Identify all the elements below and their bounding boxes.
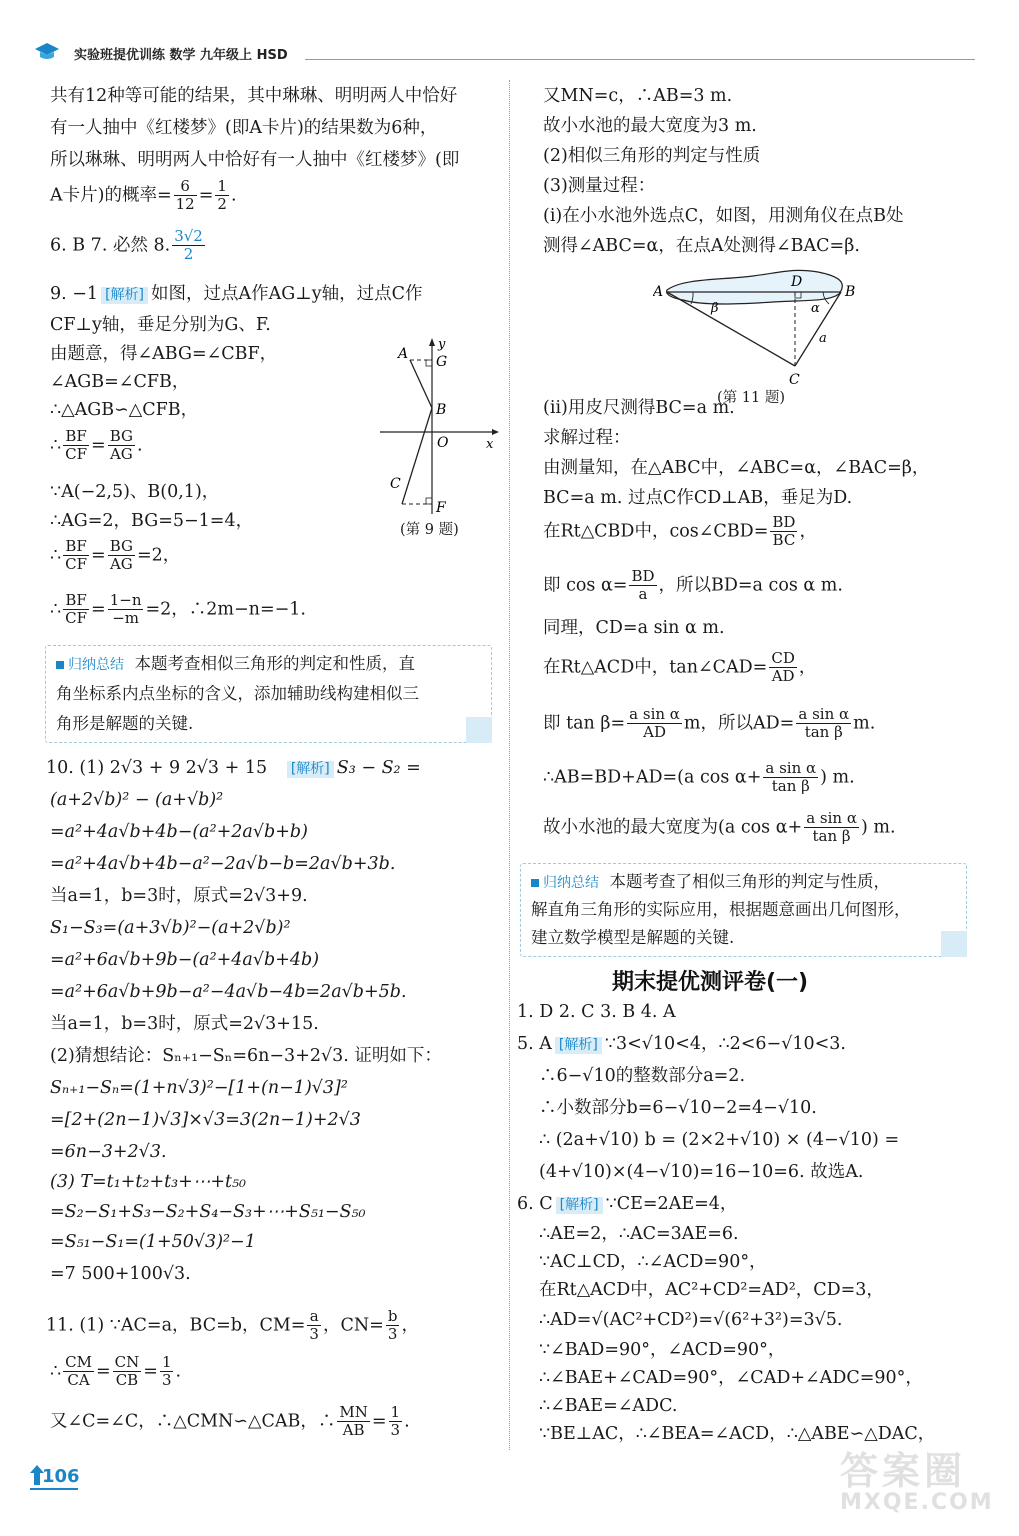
svg-text:x: x: [486, 437, 494, 452]
fraction: $\frac{1-n}{-m}$: [109, 591, 142, 628]
text-line: (ⅰ)在小水池外选点C，如图，用测角仪在点B处: [543, 206, 904, 226]
box-corner: [466, 717, 492, 743]
summary-text: 角坐标系内点坐标的含义，添加辅助线构建相似三: [56, 684, 419, 703]
text-line: 有一人抽中《红楼梦》(即A卡片)的结果数为6种，: [50, 118, 438, 138]
text-line: 当a=1，b=3时，原式=2√3+9.: [50, 886, 308, 906]
text-line: ∵BE⊥AC，∴∠BEA=∠ACD，∴△ABE∽△DAC，: [539, 1424, 936, 1444]
summary-box: [520, 863, 967, 957]
ratio-line: ∴ $\frac{BF}{CF}$ = $\frac{BG}{AG}$ .: [50, 427, 143, 464]
q10-line: 10. (1) 2√3 + 9 2√3 + 15 [解析] S₃ − S₂ =: [46, 758, 421, 778]
svg-text:F: F: [436, 500, 446, 516]
text-line: =S₅₁−S₁=(1+50√3)²−1: [50, 1232, 256, 1252]
text-line: ∴△AGB∽△CFB，: [50, 400, 199, 420]
fraction: $\frac{BF}{CF}$: [65, 427, 88, 464]
svg-text:A: A: [398, 346, 409, 362]
fraction: $\frac{\text{a sin α}}{AD}$: [629, 705, 680, 742]
svg-text:a: a: [819, 331, 827, 346]
text-line: (a+2√b)² − (a+√b)²: [50, 790, 224, 810]
summary-text: 解直角三角形的实际应用，根据题意画出几何图形，: [531, 900, 911, 919]
text-line: ∴AD=√(AC²+CD²)=√(6²+3²)=3√5.: [539, 1310, 843, 1330]
answers-1-4: 1. D 2. C 3. B 4. A: [517, 1002, 676, 1022]
text-line: ∴AG=2，BG=5−1=4，: [50, 511, 254, 531]
text-line: =7 500+100√3.: [50, 1264, 191, 1284]
svg-text:O: O: [437, 435, 449, 451]
column-divider: [509, 80, 510, 1450]
fraction: $\frac{CM}{CA}$: [65, 1353, 92, 1390]
summary-tag: 归纳总结: [68, 657, 124, 673]
text-line: BC=a m. 过点C作CD⊥AB，垂足为D.: [543, 488, 853, 508]
text-line: ∴∠BAE=∠ADC.: [539, 1396, 678, 1416]
text-line: 共有12种等可能的结果，其中琳琳、明明两人中恰好: [50, 86, 458, 106]
text-line: ∴小数部分b=6−√10−2=4−√10.: [539, 1098, 817, 1118]
svg-text:B: B: [845, 284, 856, 300]
analysis-tag: [解析]: [556, 1197, 603, 1214]
fraction: $\frac{1}{3}$: [161, 1353, 172, 1390]
text-line: =a²+4a√b+4b−a²−2a√b−b=2a√b+3b.: [50, 854, 396, 874]
pond-figure: [653, 266, 873, 386]
fraction: $\frac{1}{3}$: [390, 1403, 401, 1440]
svg-text:A: A: [653, 284, 664, 300]
fraction: $\frac{MN}{AB}$: [339, 1403, 368, 1440]
fraction: $\frac{6}{12}$: [175, 177, 195, 214]
fraction: $\frac{3√2}{2}$: [174, 227, 203, 264]
text-line: S₁−S₃=(a+3√b)²−(a+2√b)²: [50, 918, 291, 938]
text-line: 由测量知，在△ABC中，∠ABC=α，∠BAC=β，: [543, 458, 930, 478]
cos-line: 在Rt△CBD中，cos∠CBD= $\frac{BD}{BC}$ ，: [543, 513, 817, 550]
header-rule: [305, 59, 975, 60]
svg-text:y: y: [438, 337, 446, 352]
svg-text:α: α: [811, 301, 820, 316]
fraction: $\frac{BG}{AG}$: [109, 427, 133, 464]
fraction: $\frac{CD}{AD}$: [771, 649, 795, 686]
text-line: ∴6−√10的整数部分a=2.: [539, 1066, 746, 1086]
ab-line: ∴AB=BD+AD=(a cos α+ $\frac{\text{a sin α}}{\text{tan β}}$ ) m.: [543, 759, 855, 796]
text-line: 所以琳琳、明明两人中恰好有一人抽中《红楼梦》(即: [50, 150, 460, 170]
box-corner: [941, 931, 967, 957]
figure-11: [653, 266, 873, 416]
text-line: ∴AE=2，∴AC=3AE=6.: [539, 1224, 739, 1244]
fraction: $\frac{BG}{AG}$: [109, 537, 133, 574]
text-line: 由题意，得∠ABG=∠CBF，: [50, 344, 278, 364]
watermark: [830, 1440, 1000, 1525]
text-line: ∵∠BAD=90°，∠ACD=90°，: [539, 1340, 786, 1360]
graduation-cap-icon: [34, 41, 60, 63]
ratio-line: ∴ $\frac{BF}{CF}$ = $\frac{1-n}{-m}$ =2，∴2m−n=−1.: [50, 591, 306, 628]
summary-tag: 归纳总结: [543, 875, 599, 891]
summary-text: 建立数学模型是解题的关键.: [531, 928, 735, 947]
svg-text:C: C: [789, 372, 800, 386]
fraction: $\frac{BF}{CF}$: [65, 591, 88, 628]
text-line: (ⅱ)用皮尺测得BC=a m.: [543, 398, 735, 418]
fraction: $\frac{BD}{BC}$: [772, 513, 796, 550]
text-line: =6n−3+2√3.: [50, 1142, 167, 1162]
q5-line: 5. A [解析] ∵3<√10<4，∴2<6−√10<3.: [517, 1034, 846, 1054]
q9-line: 9. −1 [解析] 如图，过点A作AG⊥y轴，过点C作: [50, 284, 423, 304]
max-width-line: 故小水池的最大宽度为(a cos α+ $\frac{\text{a sin α}}{\text{tan β}}$ ) m.: [543, 809, 896, 846]
watermark-url: MXQE.COM: [840, 1490, 994, 1515]
text-line: 又MN=c，∴AB=3 m.: [543, 86, 733, 106]
text-line: 故小水池的最大宽度为3 m.: [543, 116, 757, 136]
square-bullet-icon: [56, 661, 64, 669]
text-line: 在Rt△ACD中，AC²+CD²=AD²，CD=3，: [539, 1280, 884, 1300]
analysis-tag: [解析]: [101, 287, 148, 304]
page-number: 106: [28, 1463, 80, 1493]
cos-result-line: 即 cos α= $\frac{BD}{a}$ ，所以BD=a cos α m.: [543, 567, 843, 604]
summary-text: 本题考查了相似三角形的判定与性质，: [609, 872, 890, 891]
ratio-line: ∴ $\frac{CM}{CA}$ = $\frac{CN}{CB}$ = $\frac{1}{3}$ .: [50, 1353, 182, 1390]
svg-text:C: C: [390, 476, 401, 492]
summary-text: 本题考查相似三角形的判定和性质，直: [134, 654, 415, 673]
fraction: $\frac{BD}{a}$: [631, 567, 655, 604]
text-line: (3)测量过程：: [543, 176, 656, 196]
coordinate-figure: [380, 336, 500, 516]
text-line: =a²+4a√b+4b−(a²+2a√b+b): [50, 822, 308, 842]
fraction: $\frac{1}{2}$: [217, 177, 227, 214]
book-title: 实验班提优训练 数学 九年级上 HSD: [74, 48, 288, 63]
fraction: $\frac{\text{a sin α}}{\text{tan β}}$: [806, 809, 857, 846]
svg-text:B: B: [436, 402, 447, 418]
analysis-tag: [解析]: [555, 1037, 602, 1054]
fraction: $\frac{CN}{CB}$: [114, 1353, 140, 1390]
analysis-tag: [解析]: [287, 761, 334, 778]
fraction: $\frac{BF}{CF}$: [65, 537, 88, 574]
text-line: (2)相似三角形的判定与性质: [543, 146, 761, 166]
text-line: (4+√10)×(4−√10)=16−10=6. 故选A.: [539, 1162, 864, 1182]
q11-line: 11. (1) ∵AC=a，BC=b，CM= $\frac{a}{3}$ ，CN= $\frac{b}{3}$ ，: [46, 1307, 419, 1344]
text-line: =a²+6a√b+9b−(a²+4a√b+4b): [50, 950, 320, 970]
text-line: =S₂−S₁+S₃−S₂+S₄−S₃+⋯+S₅₁−S₅₀: [50, 1202, 366, 1222]
tan-line: 在Rt△ACD中，tan∠CAD= $\frac{CD}{AD}$ ，: [543, 649, 817, 686]
summary-text: 角形是解题的关键.: [56, 714, 194, 733]
text-line: (2)猜想结论：Sₙ₊₁−Sₙ=6n−3+2√3. 证明如下：: [50, 1046, 442, 1066]
figure-caption: (第 11 题): [717, 390, 785, 406]
q6-line: 6. C [解析] ∵CE=2AE=4，: [517, 1194, 738, 1214]
text-line: Sₙ₊₁−Sₙ=(1+n√3)²−[1+(n−1)√3]²: [50, 1078, 348, 1098]
section-title: 期末提优测评卷(一): [612, 970, 809, 995]
text-line: ∵AC⊥CD，∴∠ACD=90°，: [539, 1252, 767, 1272]
text-line: (3) T=t₁+t₂+t₃+⋯+t₅₀: [50, 1172, 247, 1192]
text-line: 当a=1，b=3时，原式=2√3+15.: [50, 1014, 319, 1034]
figure-9: [380, 336, 500, 536]
text-line: ∴ (2a+√10) b = (2×2+√10) × (4−√10) =: [539, 1130, 900, 1150]
text-line: 测得∠ABC=α，在点A处测得∠BAC=β.: [543, 236, 860, 256]
text-line: ∴∠BAE+∠CAD=90°，∠CAD+∠ADC=90°，: [539, 1368, 923, 1388]
probability-line: A卡片)的概率= $\frac{6}{12}$ = $\frac{1}{2}$ .: [50, 177, 237, 214]
text-line: =a²+6a√b+9b−a²−4a√b−4b=2a√b+5b.: [50, 982, 407, 1002]
text-line: 同理，CD=a sin α m.: [543, 618, 725, 638]
text-line: =[2+(2n−1)√3]×√3=3(2n−1)+2√3: [50, 1110, 361, 1130]
fraction: $\frac{\text{a sin α}}{\text{tan β}}$: [798, 705, 850, 742]
svg-text:β: β: [711, 301, 719, 316]
fraction: $\frac{b}{3}$: [387, 1307, 398, 1344]
text-line: ∵A(−2,5)、B(0,1)，: [50, 482, 220, 502]
text-line: 求解过程：: [543, 428, 631, 448]
figure-caption: (第 9 题): [400, 522, 459, 538]
svg-text:G: G: [436, 354, 448, 370]
fraction: $\frac{a}{3}$: [309, 1307, 319, 1344]
text-line: ∠AGB=∠CFB，: [50, 372, 190, 392]
ratio-line: ∴ $\frac{BF}{CF}$ = $\frac{BG}{AG}$ =2，: [50, 537, 181, 574]
similar-triangles-line: 又∠C=∠C，∴△CMN∽△CAB，∴ $\frac{MN}{AB}$ = $\frac{1}{3}$ .: [50, 1403, 410, 1440]
watermark-logo: 答案圈: [840, 1449, 967, 1493]
square-bullet-icon: [531, 879, 539, 887]
summary-box: [45, 645, 492, 743]
page-header: [30, 38, 975, 68]
svg-text:D: D: [791, 274, 803, 290]
tan-result-line: 即 tan β= $\frac{\text{a sin α}}{AD}$ m，所以AD= $\frac{\text{a sin α}}{\text{tan β}}$ m.: [543, 705, 876, 742]
fraction: $\frac{\text{a sin α}}{\text{tan β}}$: [765, 759, 817, 796]
answers-6-8: 6. B 7. 必然 8. $\frac{3√2}{2}$: [50, 227, 203, 264]
text-line: CF⊥y轴，垂足分别为G、F.: [50, 315, 271, 335]
